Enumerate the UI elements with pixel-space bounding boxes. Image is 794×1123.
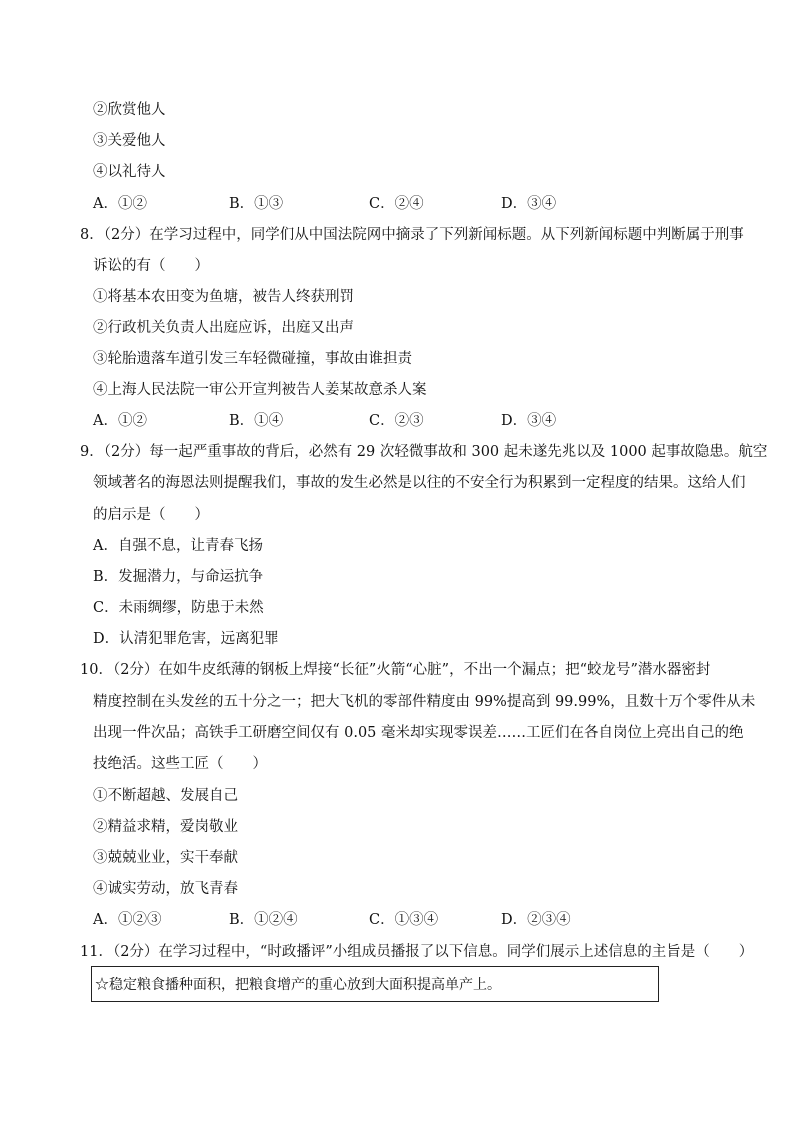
q8-option-b[interactable]: B．①④ xyxy=(229,413,284,429)
q10-item-3: ③兢兢业业，实干奉献 xyxy=(93,850,238,866)
q8-item-1: ①将基本农田变为鱼塘，被告人终获刑罚 xyxy=(93,289,354,305)
q7-item-3: ③关爱他人 xyxy=(93,133,166,149)
q11-info-box xyxy=(91,966,659,1002)
q10-item-1: ①不断超越、发展自己 xyxy=(93,788,238,804)
q8-stem-line2: 诉讼的有（ ） xyxy=(93,258,209,274)
q9-option-a[interactable]: A．自强不息，让青春飞扬 xyxy=(93,538,263,554)
q7-option-d[interactable]: D．③④ xyxy=(501,196,557,212)
q9-option-d[interactable]: D．认清犯罪危害，远离犯罪 xyxy=(93,631,279,647)
q10-stem-line3: 出现一件次品；高铁手工研磨空间仅有 0.05 毫米却实现零误差……工匠们在各自岗位上亮出自己的绝 xyxy=(93,725,744,741)
q10-option-a[interactable]: A．①②③ xyxy=(93,912,162,928)
q7-option-a[interactable]: A．①② xyxy=(93,196,147,212)
q8-stem-line1: 8．（2分）在学习过程中，同学们从中国法院网中摘录了下列新闻标题。从下列新闻标题中判断属于刑事 xyxy=(80,227,744,243)
q7-item-2: ②欣赏他人 xyxy=(93,102,166,118)
q10-option-b[interactable]: B．①②④ xyxy=(229,912,298,928)
q10-option-d[interactable]: D．②③④ xyxy=(501,912,571,928)
q10-option-c[interactable]: C．①③④ xyxy=(369,912,439,928)
q10-stem-line2: 精度控制在头发丝的五十分之一；把大飞机的零部件精度由 99%提高到 99.99%，且数十万个零件从未 xyxy=(93,694,756,710)
q9-stem-line3: 的启示是（ ） xyxy=(93,507,209,523)
q8-item-4: ④上海人民法院一审公开宣判被告人姜某故意杀人案 xyxy=(93,382,427,398)
q8-option-c[interactable]: C．②③ xyxy=(369,413,424,429)
q7-option-c[interactable]: C．②④ xyxy=(369,196,424,212)
q9-stem-line1: 9．（2分）每一起严重事故的背后，必然有 29 次轻微事故和 300 起未遂先兆以及 1000 起事故隐患。航空 xyxy=(80,444,768,460)
q7-option-b[interactable]: B．①③ xyxy=(229,196,284,212)
q10-stem-line4: 技绝活。这些工匠（ ） xyxy=(93,756,267,772)
q8-item-3: ③轮胎遗落车道引发三车轻微碰撞，事故由谁担责 xyxy=(93,351,412,367)
q11-info-text: ☆稳定粮食播种面积，把粮食增产的重心放到大面积提高单产上。 xyxy=(95,977,501,993)
q9-option-b[interactable]: B．发掘潜力，与命运抗争 xyxy=(93,569,264,585)
q10-item-2: ②精益求精，爱岗敬业 xyxy=(93,819,238,835)
q8-option-a[interactable]: A．①② xyxy=(93,413,147,429)
q8-option-d[interactable]: D．③④ xyxy=(501,413,557,429)
q10-item-4: ④诚实劳动，放飞青春 xyxy=(93,881,238,897)
q7-item-4: ④以礼待人 xyxy=(93,164,166,180)
q9-stem-line2: 领域著名的海恩法则提醒我们，事故的发生必然是以往的不安全行为积累到一定程度的结果。这给人们 xyxy=(93,475,746,491)
q10-stem-line1: 10．（2分）在如牛皮纸薄的钢板上焊接“长征”火箭“心脏”，不出一个漏点；把“蛟龙号”潜水器密封 xyxy=(80,662,711,678)
q9-option-c[interactable]: C．未雨绸缪，防患于未然 xyxy=(93,600,264,616)
q11-stem-line1: 11．（2分）在学习过程中，“时政播评”小组成员播报了以下信息。同学们展示上述信息的主旨是（ ） xyxy=(80,944,754,960)
q8-item-2: ②行政机关负责人出庭应诉，出庭又出声 xyxy=(93,320,354,336)
